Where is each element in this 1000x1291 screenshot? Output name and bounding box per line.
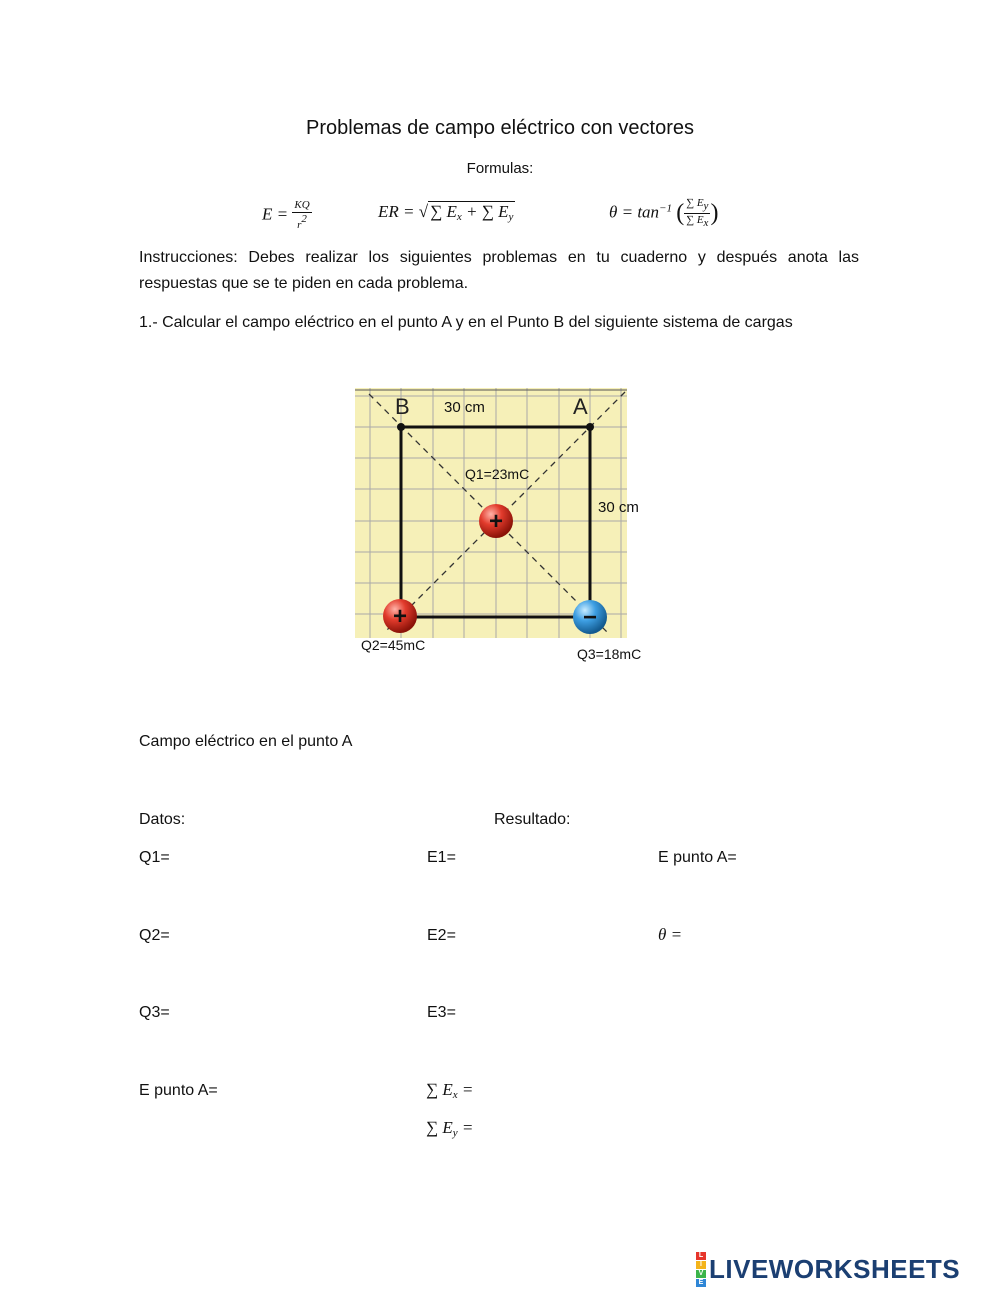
width-label: 30 cm [444,399,485,416]
formula-resultant-sub-y: y [508,211,514,223]
q1-sign: + [488,508,504,535]
formula-field-lhs: E = [262,204,289,224]
logo-box-v: V [696,1270,706,1278]
section-heading: Campo eléctrico en el punto A [139,733,353,750]
datos-label: Datos: [139,811,186,828]
problem-1: 1.- Calcular el campo eléctrico en el punto A y en el Punto B del siguiente sistema de cargas [139,314,793,331]
formula-field-den-exp: 2 [301,213,307,225]
sum-ex-equals: = [457,1080,474,1099]
page-title: Problemas de campo eléctrico con vectores [306,117,694,139]
e1-field-label: E1= [427,849,456,866]
q3-field-label: Q3= [139,1004,170,1021]
sum-ey-text: ∑ E [426,1118,453,1137]
charge-diagram [355,388,655,668]
formula-angle-num: ∑ E [686,197,704,209]
resultado-label: Resultado: [494,811,571,828]
e3-field-label: E3= [427,1004,456,1021]
formula-field [262,199,312,232]
label-a: A [573,394,588,419]
e-point-a-left-label: E punto A= [139,1082,218,1099]
formula-resultant-sum-y: + ∑ E [461,202,509,221]
logo-box-e: E [696,1279,706,1287]
sum-ey-sub: y [452,1127,458,1139]
formula-resultant-lhs: ER = [378,202,415,221]
q1-field-label: Q1= [139,849,170,866]
instructions: Instrucciones: Debes realizar los siguientes problemas en tu cuaderno y después anota las respuestas que se te piden en cada problema. [139,249,859,292]
logo-mark [696,1251,706,1287]
formula-angle-num-sub: y [703,200,709,212]
logo-box-l: L [696,1252,706,1260]
e2-field-label: E2= [427,927,456,944]
sum-ex-label [426,1080,473,1101]
formula-field-num: KQ [294,199,310,211]
height-label: 30 cm [598,499,639,516]
q1-label: Q1=23mC [465,466,530,482]
point-a-dot [586,423,594,431]
q2-label: Q2=45mC [361,637,426,653]
sum-ex-sub: x [452,1089,458,1101]
formula-field-den: r [297,219,302,231]
q3-label: Q3=18mC [577,646,642,662]
sum-ey-label [426,1118,473,1139]
formula-resultant: ER = √ ∑ $E_x$ + ∑ $E_y$ [378,202,514,223]
q2-field-label: Q2= [139,927,170,944]
formula-angle-lhs: θ = tan [609,202,660,222]
formula-angle: $\theta = \tan^{-1}$ ( $\frac{\sum Ey}{\sum Ex}$ ) [609,197,719,229]
formula-angle-exp: −1 [659,202,672,215]
theta-label: θ = [658,925,683,944]
label-b: B [395,394,410,419]
liveworksheets-logo [696,1251,961,1286]
point-b-dot [397,423,405,431]
sum-ex-text: ∑ E [426,1080,453,1099]
formula-angle-den-sub: x [703,217,709,229]
q2-sign: + [392,603,408,630]
formulas-label: Formulas: [466,160,534,177]
e-point-a-right-label: E punto A= [658,849,737,866]
formula-resultant-sub-x: x [456,211,462,223]
logo-box-i: I [696,1261,706,1269]
logo-text: LIVEWORKSHEETS [709,1253,961,1284]
formula-angle-den: ∑ E [686,214,704,226]
sum-ey-equals: = [457,1118,474,1137]
formula-resultant-sum-x: ∑ E [430,202,457,221]
q3-sign: − [582,604,598,631]
